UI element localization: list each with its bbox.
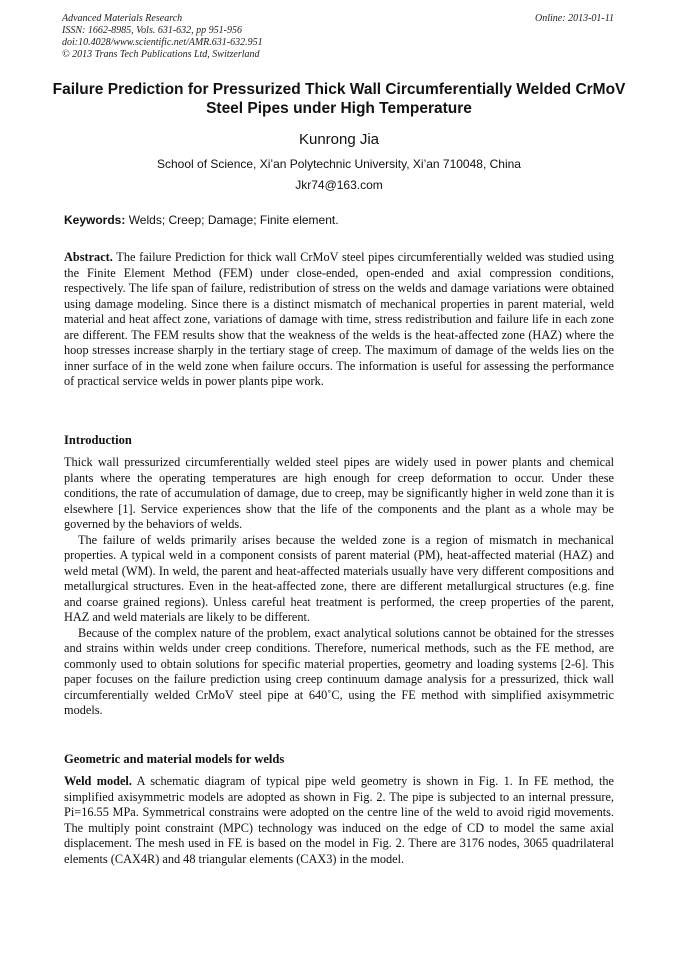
journal-header bbox=[62, 13, 614, 61]
geometric-models-heading: Geometric and material models for welds bbox=[64, 752, 285, 766]
keywords-label: Keywords: bbox=[64, 213, 126, 227]
intro-paragraph-1: Thick wall pressurized circumferentially welded steel pipes are widely used in power plants and chemical plants where the operating temperatures are high enough for creep deformation to occur. Under these conditions, the rate of accumulation of damage, due to creep, may be significantly higher in weld zone than it is elsewhere [1]. Service experiences show that the life of the components and the plant as a whole may be governed by the behaviors of welds. bbox=[64, 455, 614, 531]
author-name: Kunrong Jia bbox=[298, 131, 380, 148]
paper-title: Failure Prediction for Pressurized Thick Wall Circumferentially Welded CrMoV Steel Pipes under High Temperature bbox=[52, 81, 626, 117]
weld-model-section bbox=[64, 774, 614, 867]
keywords bbox=[64, 213, 614, 228]
keywords-text: Welds; Creep; Damage; Finite element. bbox=[125, 213, 339, 227]
weld-model-text: A schematic diagram of typical pipe weld geometry is shown in Fig. 1. In FE method, the simplified axisymmetric models are adopted as shown in Fig. 2. The pipe is subjected to an internal pressure, Pi=16.55 MPa. Symmetrical constrains were adopted on the centre line of the weld to avoid rigid movements. The multiply point constraint (MPC) technology was induced on the edge of CD to model the same axial displacement. The mesh used in FE is based on the model in Fig. 2. There are 3176 nodes, 3065 quadrilateral elements (CAX4R) and 48 triangular elements (CAX3) in the model. bbox=[64, 774, 614, 866]
journal-name: Advanced Materials Research bbox=[62, 13, 183, 24]
abstract-label: Abstract. bbox=[64, 250, 113, 264]
abstract-text: The failure Prediction for thick wall CrMoV steel pipes circumferentially welded was studied using the Finite Element Method (FEM) under close-ended, open-ended and axial compression conditions, respectively. The life span of failure, redistribution of stress on the welds and damage variations were obtained using damage modeling. Since there is a distinct mismatch of mechanical properties in parent material, weld material and heat affect zone, variations of damage with time, stress redistribution and failure life in each zone are different. The FEM results show that the weakness of the welds is the heat-affected zone (HAZ) where the hoop stresses increase sharply in the tertiary stage of creep. The maximum of damage of the welds lies on the inner surface of in the weld zone when failure occurs. The information is useful for assessing the performance of practical service welds in power plants pipe work. bbox=[64, 250, 614, 388]
author-email: Jkr74@163.com bbox=[295, 178, 383, 192]
author-affiliation: School of Science, Xi’an Polytechnic University, Xi’an 710048, China bbox=[157, 157, 521, 171]
online-date: Online: 2013-01-11 bbox=[535, 13, 614, 24]
doi-line: doi:10.4028/www.scientific.net/AMR.631-632.951 bbox=[62, 37, 263, 48]
copyright-line: © 2013 Trans Tech Publications Ltd, Switzerland bbox=[62, 49, 260, 60]
introduction-heading: Introduction bbox=[64, 433, 132, 447]
intro-paragraph-2: The failure of welds primarily arises because the welded zone is a region of mismatch in mechanical properties. A typical weld in a component consists of parent material (PM), heat-affected material (HAZ) and weld metal (WM). In weld, the parent and heat-affected materials usually have very different compositions and metallurgical structures. Even in the heat-affected zone, there are different metallurgical structures (e.g. fine and coarse grained regions). Unless careful heat treatment is performed, the creep properties of the parent, HAZ and weld materials are likely to be different. bbox=[64, 532, 614, 624]
abstract bbox=[64, 250, 614, 390]
issn-line: ISSN: 1662-8985, Vols. 631-632, pp 951-956 bbox=[62, 25, 242, 36]
weld-model-subheading: Weld model. bbox=[64, 774, 132, 788]
introduction-body bbox=[64, 455, 614, 719]
intro-paragraph-3: Because of the complex nature of the problem, exact analytical solutions cannot be obtained for the stresses and strains within welds under creep conditions. Therefore, numerical methods, such as the FE method, are commonly used to obtain solutions for specific material properties, geometry and loading systems [2-6]. This paper focuses on the failure prediction using creep continuum damage analysis for a pressurized, thick wall circumferentially welded CrMoV steel pipe at 640˚C, using the FE method with simplified axisymmetric models. bbox=[64, 625, 614, 717]
journal-info bbox=[62, 13, 614, 61]
